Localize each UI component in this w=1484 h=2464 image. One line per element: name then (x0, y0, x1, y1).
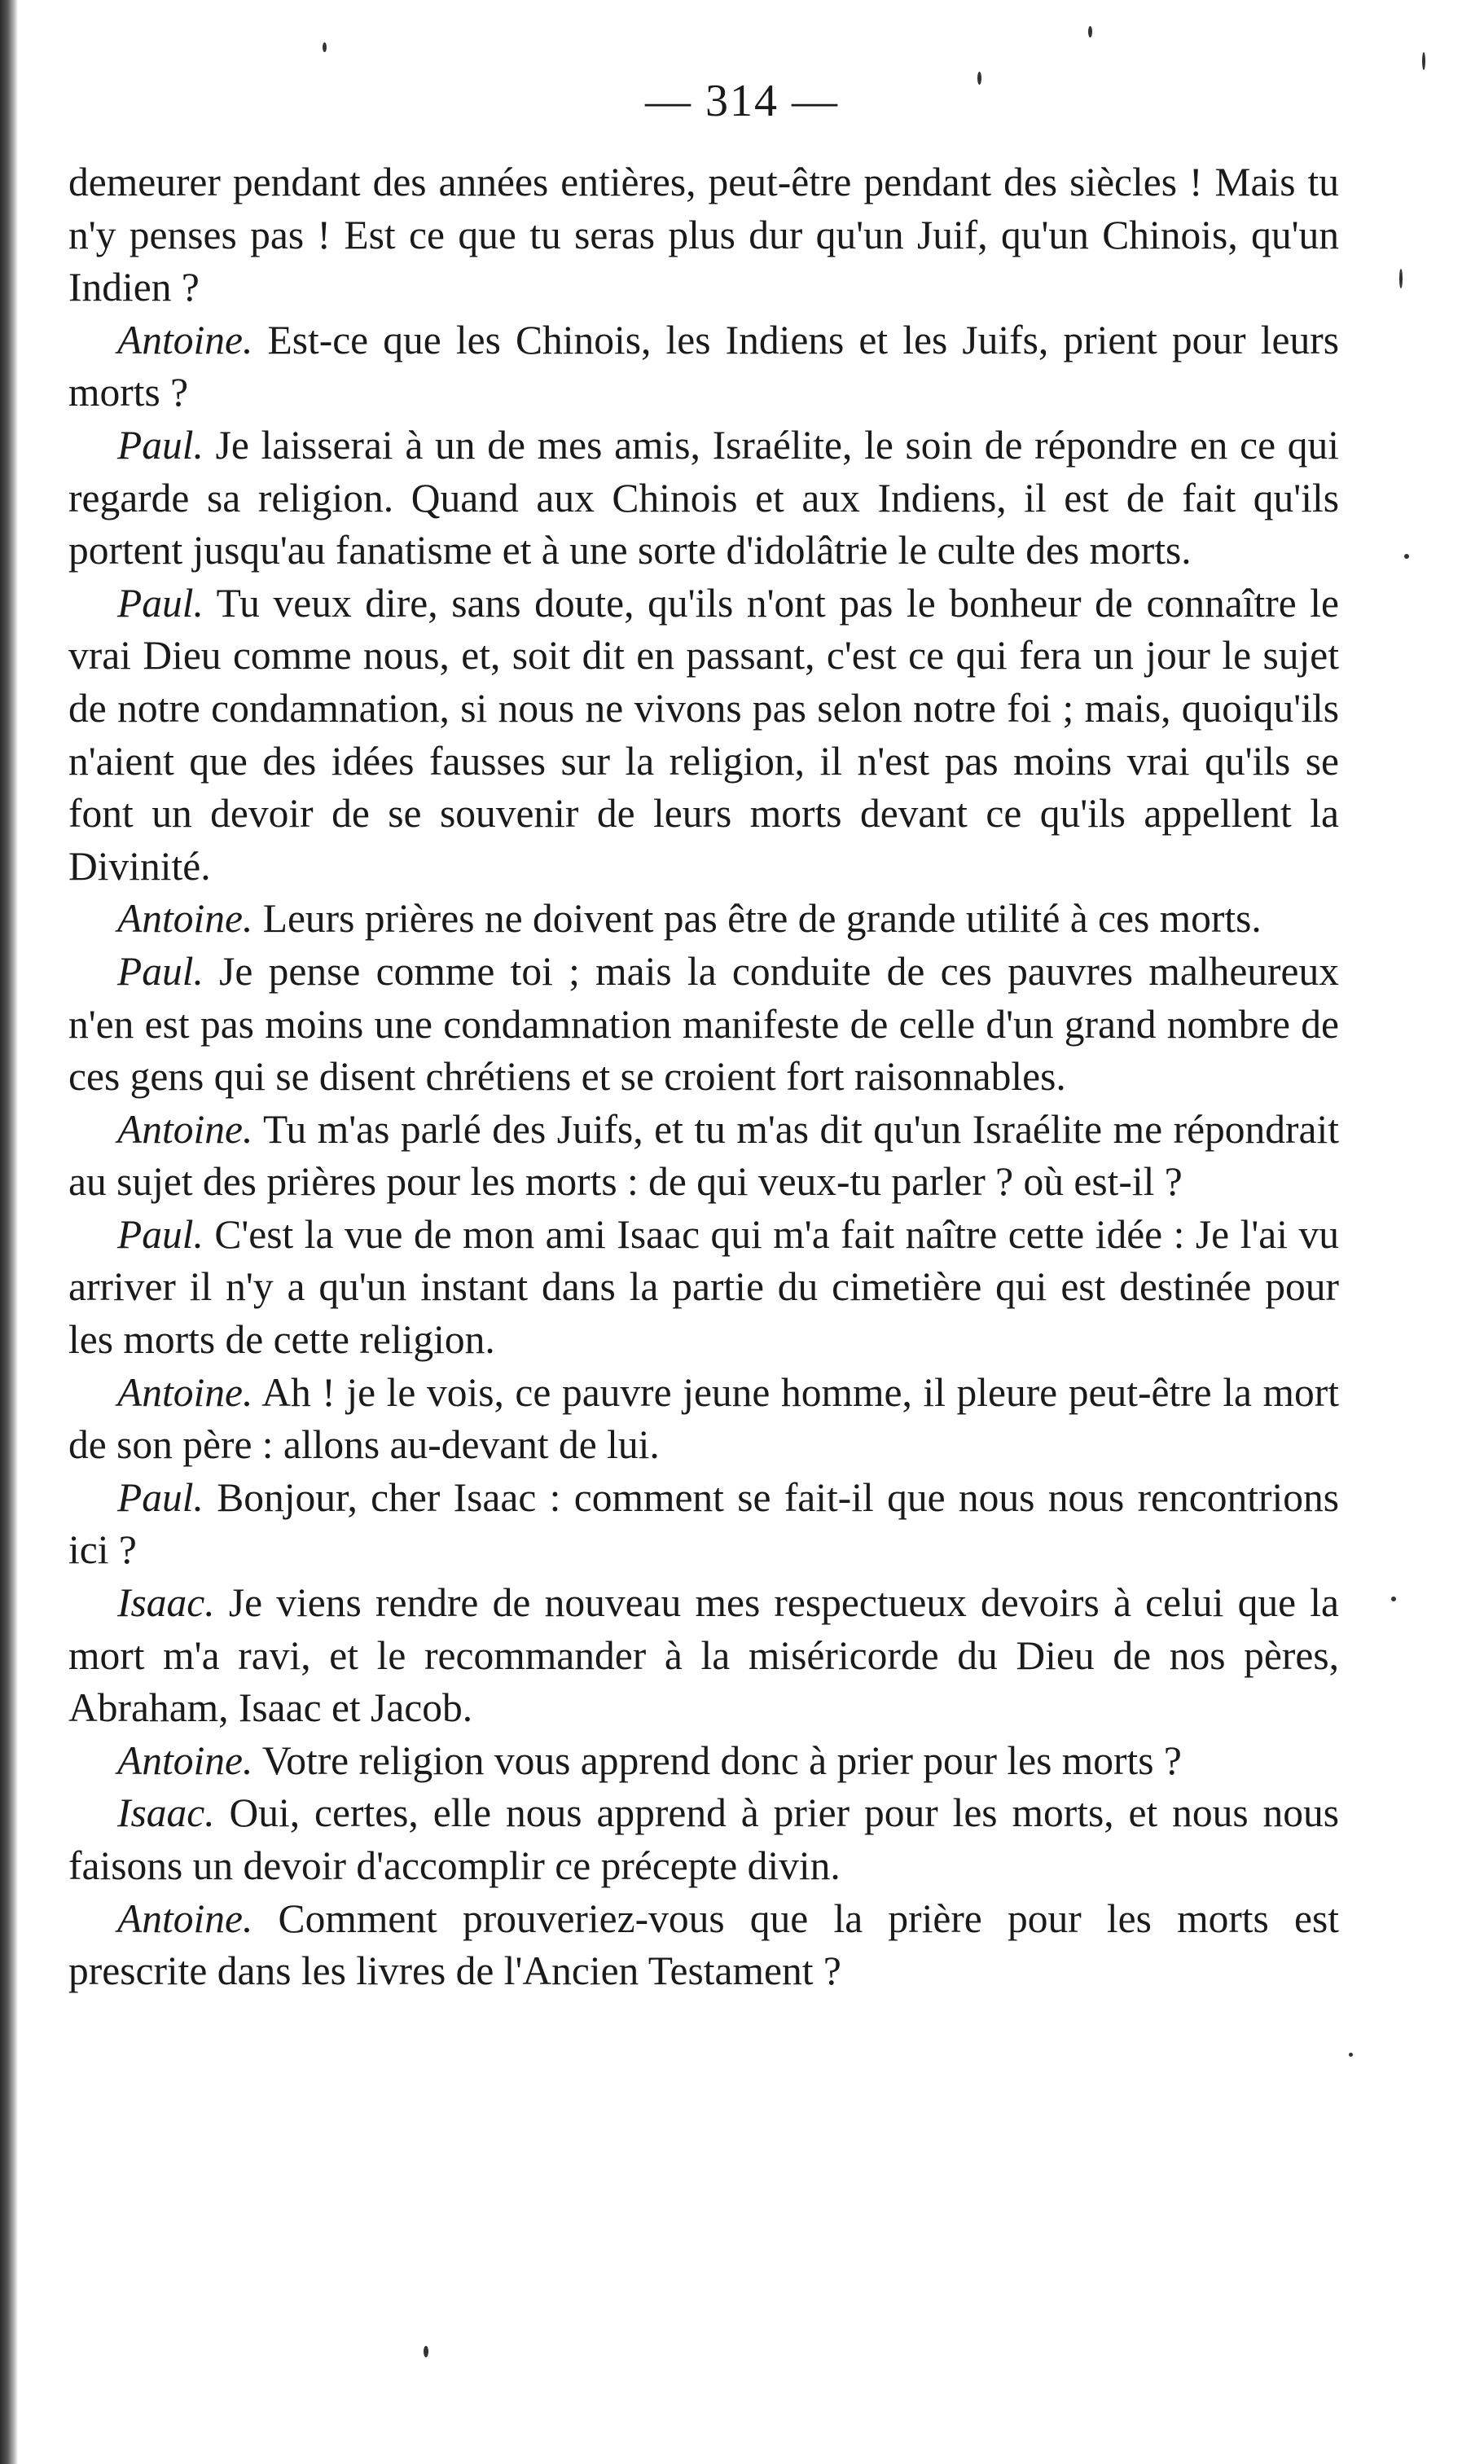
speaker-name: Antoine. (117, 896, 253, 942)
speaker-name: Paul. (117, 1211, 204, 1257)
dialogue-text: Est-ce que les Chinois, les Indiens et les Juifs, prient pour leurs morts ? (68, 317, 1340, 415)
body-text (68, 156, 1339, 1998)
dialogue-text: Je laisserai à un de mes amis, Israélite, le soin de répondre en ce qui regarde sa religion. Quand aux Chinois et aux Indiens, il est de fait qu'ils portent jusqu'au fanatisme et à une sorte d'idolâtrie le culte des morts. (68, 422, 1340, 573)
dialogue-text: C'est la vue de mon ami Isaac qui m'a fait naître cette idée : Je l'ai vu arriver il n'y a qu'un instant dans la partie du cimetière qui est destinée pour les morts de cette religion. (68, 1211, 1340, 1363)
dialogue-text: Tu m'as parlé des Juifs, et tu m'as dit qu'un Israélite me répondrait au sujet des prières pour les morts : de qui veux-tu parler ? où est-il ? (68, 1106, 1339, 1205)
scan-speck (1088, 26, 1092, 37)
dialogue-line (68, 419, 1339, 578)
scan-speck (424, 2346, 428, 2357)
dialogue-line (68, 1104, 1339, 1209)
dialogue-line (68, 1735, 1339, 1788)
dialogue-text: Votre religion vous apprend donc à prier pour les morts ? (261, 1737, 1182, 1783)
scan-speck (1422, 52, 1425, 70)
dialogue-line (68, 1472, 1339, 1577)
speaker-name: Antoine. (117, 1895, 253, 1941)
dialogue-text: Leurs prières ne doivent pas être de grande utilité à ces morts. (262, 896, 1262, 942)
speaker-name: Paul. (117, 1474, 204, 1520)
scan-speck (1404, 554, 1409, 559)
speaker-name: Paul. (117, 422, 204, 468)
scan-speck (1349, 2053, 1353, 2057)
scan-speck (323, 42, 327, 52)
dialogue-line (68, 578, 1339, 894)
speaker-name: Antoine. (117, 317, 253, 362)
dialogue-line (68, 946, 1339, 1104)
speaker-name: Antoine. (117, 1737, 253, 1783)
speaker-name: Antoine. (117, 1369, 253, 1415)
dialogue-text: Comment prouveriez-vous que la prière pour les morts est prescrite dans les livres de l'Ancien Testament ? (68, 1895, 1339, 1994)
dialogue-text: Ah ! je le vois, ce pauvre jeune homme, il pleure peut-être la mort de son père : allons au-devant de lui. (68, 1369, 1339, 1468)
speaker-name: Paul. (117, 580, 204, 626)
dialogue-line (68, 1893, 1339, 1998)
dialogue-text: Bonjour, cher Isaac : comment se fait-il que nous nous rencontrions ici ? (68, 1474, 1339, 1573)
scan-speck (977, 72, 981, 85)
page-binding-edge (0, 0, 18, 2464)
dialogue-line (68, 1367, 1339, 1472)
dialogue-line (68, 893, 1339, 946)
dialogue-line (68, 1209, 1339, 1367)
scan-speck (1391, 1597, 1396, 1601)
page-number: — 314 — (645, 76, 839, 126)
continued-paragraph: demeurer pendant des années entières, peut-être pendant des siècles ! Mais tu n'y penses pas ! Est ce que tu seras plus dur qu'un Juif, qu'un Chinois, qu'un Indien ? (68, 160, 1339, 310)
dialogue-text: Je pense comme toi ; mais la conduite de ces pauvres malheureux n'en est pas moins une condamnation manifeste de celle d'un grand nombre de ces gens qui se disent chrétiens et se croient fort raisonnables. (68, 948, 1339, 1100)
dialogue-line (68, 314, 1339, 419)
speaker-name: Antoine. (117, 1106, 253, 1152)
dialogue-line (68, 1577, 1339, 1735)
speaker-name: Isaac. (117, 1580, 215, 1626)
dialogue-line (68, 1787, 1339, 1892)
dialogue-text: Tu veux dire, sans doute, qu'ils n'ont pas le bonheur de connaître le vrai Dieu comme nous, et, soit dit en passant, c'est ce qui fera un jour le sujet de notre condamnation, si nous ne vivons pas selon notre foi ; mais, quoiqu'ils n'aient que des idées fausses sur la religion, il n'est pas moins vrai qu'ils se font un devoir de se souvenir de leurs morts devant ce qu'ils appellent la Divinité. (68, 580, 1340, 889)
dialogue-text: Oui, certes, elle nous apprend à prier pour les morts, et nous nous faisons un devoir d'accomplir ce précepte divin. (68, 1790, 1340, 1888)
speaker-name: Isaac. (117, 1790, 215, 1836)
dialogue-text: Je viens rendre de nouveau mes respectueux devoirs à celui que la mort m'a ravi, et le recommander à la miséricorde du Dieu de nos pères, Abraham, Isaac et Jacob. (68, 1580, 1340, 1731)
scan-speck (1399, 269, 1403, 288)
speaker-name: Paul. (117, 948, 204, 994)
